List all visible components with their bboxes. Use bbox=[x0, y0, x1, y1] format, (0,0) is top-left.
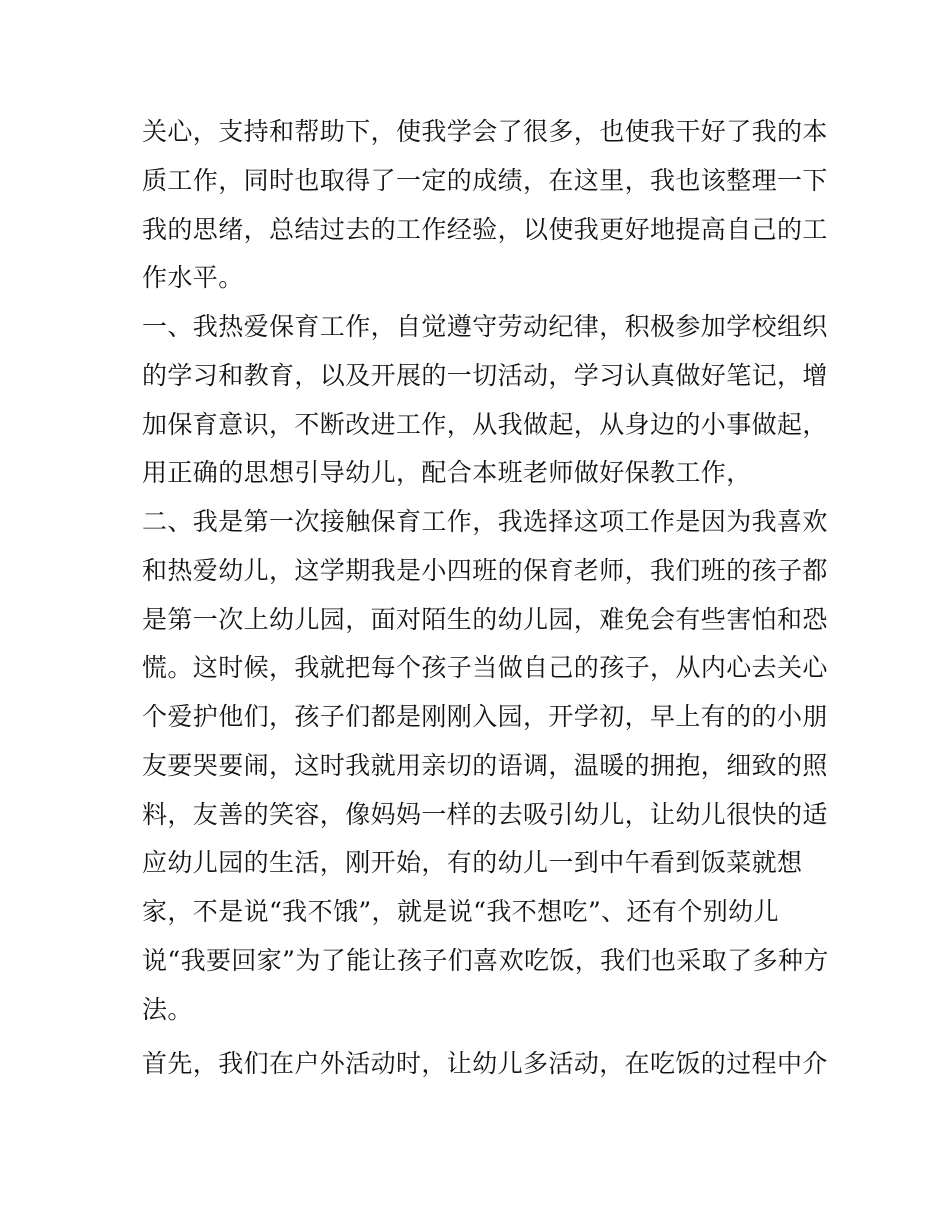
text-line: 质工作，同时也取得了一定的成绩，在这里，我也该整理一下 bbox=[142, 165, 828, 195]
text-line: 料，友善的笑容，像妈妈一样的去吸引幼儿，让幼儿很快的适 bbox=[142, 799, 828, 829]
text-line: 用正确的思想引导幼儿，配合本班老师做好保教工作， bbox=[142, 458, 752, 488]
text-line: 家，不是说“我不饿”，就是说“我不想吃”、还有个别幼儿 bbox=[142, 897, 779, 926]
text-line: 作水平。 bbox=[142, 263, 244, 293]
text-line: 法。 bbox=[142, 994, 193, 1024]
text-line: 关心，支持和帮助下，使我学会了很多，也使我干好了我的本 bbox=[142, 117, 828, 146]
text-line: 一、我热爱保育工作，自觉遵守劳动纪律，积极参加学校组织 bbox=[142, 312, 828, 341]
text-line: 个爱护他们，孩子们都是刚刚入园，开学初，早上有的的小朋 bbox=[142, 702, 828, 731]
text-line: 首先，我们在户外活动时，让幼儿多活动，在吃饭的过程中介 bbox=[142, 1049, 828, 1079]
text-line: 的学习和教育，以及开展的一切活动，学习认真做好笔记，增 bbox=[142, 360, 828, 390]
text-line: 加保育意识，不断改进工作，从我做起，从身边的小事做起， bbox=[142, 409, 828, 439]
text-line: 说“我要回家”为了能让孩子们喜欢吃饭，我们也采取了多种方 bbox=[142, 945, 829, 975]
text-line: 我的思绪，总结过去的工作经验，以使我更好地提高自己的工 bbox=[142, 214, 828, 244]
text-line: 友要哭要闹，这时我就用亲切的语调，温暖的拥抱，细致的照 bbox=[142, 750, 828, 780]
document-body bbox=[142, 108, 829, 1089]
text-line: 和热爱幼儿，这学期我是小四班的保育老师，我们班的孩子都 bbox=[142, 555, 828, 585]
text-line: 应幼儿园的生活，刚开始，有的幼儿一到中午看到饭菜就想 bbox=[142, 848, 803, 878]
text-line: 二、我是第一次接触保育工作，我选择这项工作是因为我喜欢 bbox=[142, 507, 828, 536]
text-line: 慌。这时候，我就把每个孩子当做自己的孩子，从内心去关心 bbox=[142, 653, 828, 683]
text-line: 是第一次上幼儿园，面对陌生的幼儿园，难免会有些害怕和恐 bbox=[142, 604, 828, 634]
